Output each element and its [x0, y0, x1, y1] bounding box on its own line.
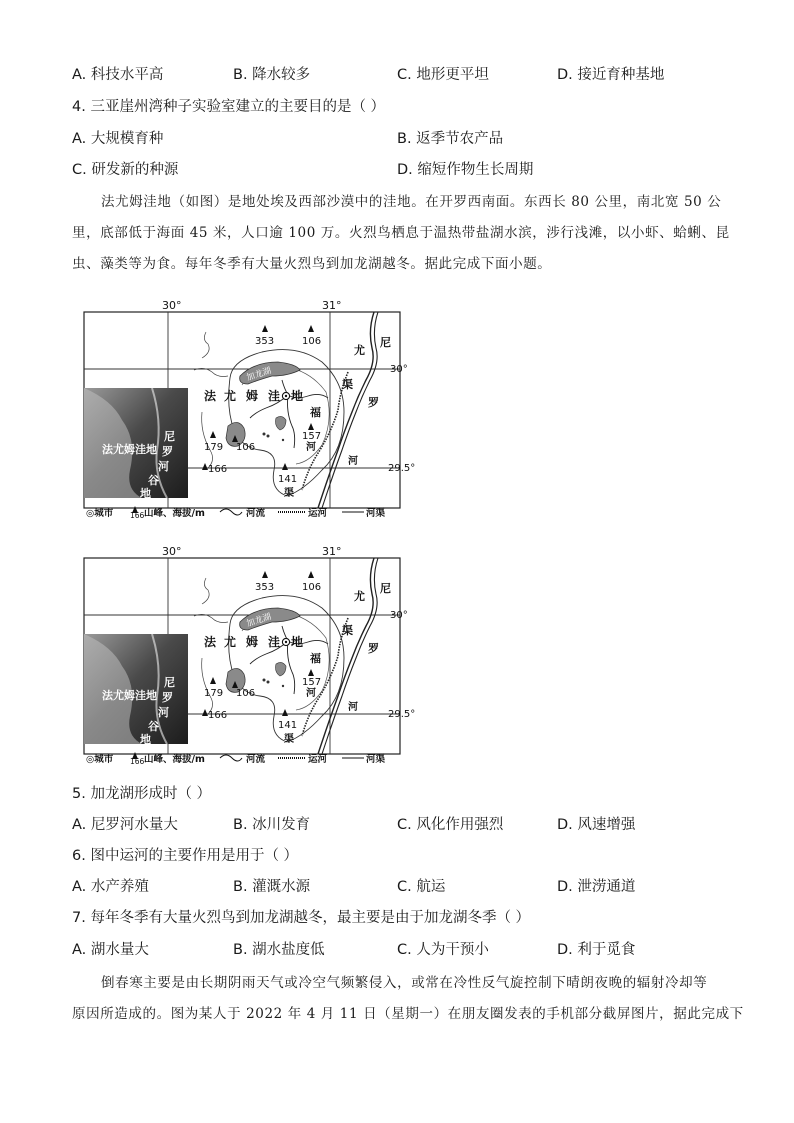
lat-30-label: 30°	[390, 364, 408, 375]
svg-text:141: 141	[278, 474, 298, 485]
fayum-map-duplicate	[82, 545, 416, 766]
lat-29-5-label: 29.5°	[388, 709, 416, 720]
legend-peak: 山峰、海拔/m	[144, 754, 205, 765]
he-label: 河	[306, 442, 316, 453]
svg-text:106: 106	[302, 582, 322, 593]
q7-option-c: C. 人为干预小	[397, 942, 489, 958]
svg-text:179: 179	[204, 688, 224, 699]
passage2-line-1: 倒春寒主要是由长期阴雨天气或冷空气频繁侵入，或常在冷性反气旋控制下晴朗夜晚的辐射冷却等	[101, 975, 708, 991]
q4-option-a: A. 大规模育种	[72, 131, 164, 147]
svg-text:353: 353	[255, 336, 275, 347]
q5-option-b: B. 冰川发育	[233, 817, 311, 833]
nile-char-2: 罗	[368, 642, 379, 655]
inset-nile-3: 河	[158, 706, 169, 719]
passage1-line-2: 里，底部低于海面 45 米，人口逾 100 万。火烈鸟栖息于温热带盐湖水滨，涉行浅滩，以小虾、蛤蜊、昆	[72, 225, 730, 241]
q7-option-d: D. 利于觅食	[557, 942, 636, 958]
inset-nile-5: 地	[140, 733, 151, 746]
you-label: 尤	[354, 344, 365, 357]
depression-char-2: 尤	[224, 389, 237, 403]
svg-text:179: 179	[204, 442, 224, 453]
fu-label: 福	[310, 652, 321, 665]
inset-nile-1: 尼	[164, 676, 175, 689]
q4-option-d: D. 缩短作物生长周期	[397, 162, 534, 178]
q6-option-c: C. 航运	[397, 879, 446, 895]
inset-nile-1: 尼	[164, 430, 175, 443]
passage1-line-3: 虫、藻类等为食。每年冬季有大量火烈鸟到加龙湖越冬。据此完成下面小题。	[72, 256, 552, 272]
nile-char-2: 罗	[368, 396, 379, 409]
q4-option-b: B. 返季节农产品	[397, 131, 504, 147]
depression-char-4: 洼	[268, 389, 281, 403]
fu-label: 福	[310, 406, 321, 419]
q3-option-a: A. 科技水平高	[72, 67, 164, 83]
depression-char-3: 姆	[246, 635, 259, 649]
nile-char-1: 尼	[380, 336, 391, 349]
q3-option-d: D. 接近育种基地	[557, 67, 665, 83]
legend-city: ◎城市	[86, 508, 114, 519]
nile-char-1: 尼	[380, 582, 391, 595]
inset-nile-4: 谷	[148, 720, 159, 733]
lon-31-label: 31°	[322, 299, 342, 312]
q6-option-a: A. 水产养殖	[72, 879, 149, 895]
inset-relief-map	[84, 388, 188, 500]
svg-text:157: 157	[302, 677, 322, 688]
legend-city: ◎城市	[86, 754, 114, 765]
q7-option-b: B. 湖水盐度低	[233, 942, 325, 958]
legend-river: 河流	[246, 508, 266, 519]
legend-river: 河流	[246, 754, 266, 765]
inset-relief-map	[84, 634, 188, 746]
q6-stem: 6. 图中运河的主要作用是用于（ ）	[72, 848, 299, 864]
nile-char-3: 河	[348, 456, 358, 467]
q5-stem: 5. 加龙湖形成时（ ）	[72, 786, 212, 802]
you-label: 尤	[354, 590, 365, 603]
inset-label: 法尤姆洼地	[102, 689, 157, 702]
q3-option-c: C. 地形更平坦	[397, 67, 489, 83]
svg-text:106: 106	[236, 688, 256, 699]
q7-option-a: A. 湖水量大	[72, 942, 149, 958]
lon-30-label: 30°	[162, 545, 182, 558]
qu-bottom-label: 渠	[284, 488, 294, 499]
q6-option-d: D. 泄涝通道	[557, 879, 636, 895]
svg-text:141: 141	[278, 720, 298, 731]
lat-29-5-label: 29.5°	[388, 463, 416, 474]
svg-text:166: 166	[208, 464, 228, 475]
fayum-map	[82, 299, 416, 520]
depression-char-1: 法	[204, 389, 217, 403]
svg-text:106: 106	[302, 336, 322, 347]
passage1-line-1: 法尤姆洼地（如图）是地处埃及西部沙漠中的洼地。在开罗西南面。东西长 80 公里，南北宽 50 公	[101, 194, 722, 210]
lat-30-label: 30°	[390, 610, 408, 621]
q6-option-b: B. 灌溉水源	[233, 879, 311, 895]
legend-canal: 运河	[308, 754, 328, 765]
q7-stem: 7. 每年冬季有大量火烈鸟到加龙湖越冬，最主要是由于加龙湖冬季（ ）	[72, 910, 531, 926]
legend-channel: 河渠	[366, 754, 386, 765]
passage2-line-2: 原因所造成的。图为某人于 2022 年 4 月 11 日（星期一）在朋友圈发表的手机部分截屏图片，据此完成下	[72, 1006, 744, 1022]
lake-label: 加龙湖	[245, 612, 273, 630]
nile-char-3: 河	[348, 702, 358, 713]
depression-char-1: 法	[204, 635, 217, 649]
legend-peak-sample: 166	[130, 511, 145, 520]
q5-option-c: C. 风化作用强烈	[397, 817, 504, 833]
q5-option-a: A. 尼罗河水量大	[72, 817, 178, 833]
depression-char-5: 地	[291, 389, 304, 403]
legend-canal: 运河	[308, 508, 328, 519]
inset-nile-4: 谷	[148, 474, 159, 487]
inset-nile-3: 河	[158, 460, 169, 473]
depression-char-2: 尤	[224, 635, 237, 649]
qu-label: 渠	[342, 378, 353, 391]
legend-peak: 山峰、海拔/m	[144, 508, 205, 519]
lake-label: 加龙湖	[245, 366, 273, 384]
inset-nile-5: 地	[140, 487, 151, 500]
legend-peak-sample: 166	[130, 757, 145, 766]
svg-text:106: 106	[236, 442, 256, 453]
svg-text:157: 157	[302, 431, 322, 442]
inset-nile-2: 罗	[162, 445, 173, 458]
legend-channel: 河渠	[366, 508, 386, 519]
qu-bottom-label: 渠	[284, 734, 294, 745]
svg-text:353: 353	[255, 582, 275, 593]
q3-option-b: B. 降水较多	[233, 67, 311, 83]
q4-stem: 4. 三亚崖州湾种子实验室建立的主要目的是（ ）	[72, 99, 386, 115]
qu-label: 渠	[342, 624, 353, 637]
svg-text:166: 166	[208, 710, 228, 721]
depression-char-3: 姆	[246, 389, 259, 403]
lon-30-label: 30°	[162, 299, 182, 312]
lon-31-label: 31°	[322, 545, 342, 558]
depression-char-5: 地	[291, 635, 304, 649]
q4-option-c: C. 研发新的种源	[72, 162, 179, 178]
he-label: 河	[306, 688, 316, 699]
inset-label: 法尤姆洼地	[102, 443, 157, 456]
q5-option-d: D. 风速增强	[557, 817, 636, 833]
inset-nile-2: 罗	[162, 691, 173, 704]
depression-char-4: 洼	[268, 635, 281, 649]
